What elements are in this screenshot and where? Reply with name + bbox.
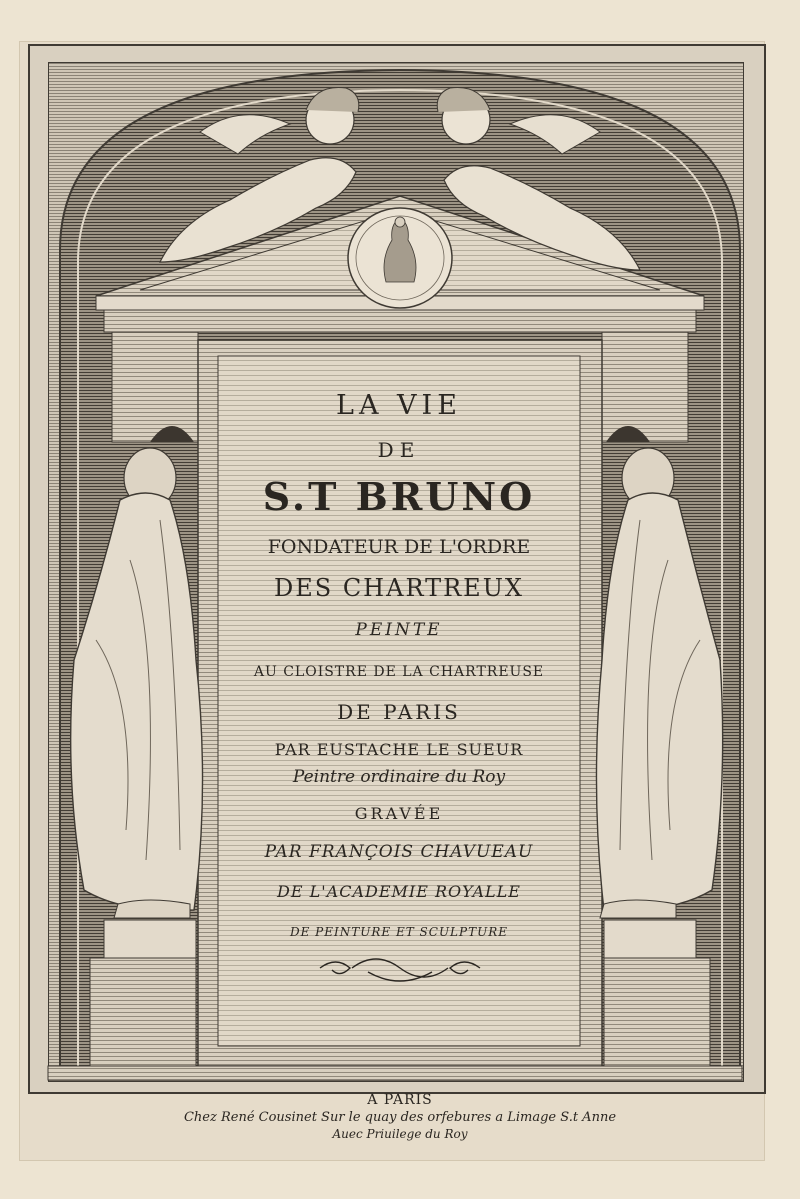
title-line-chartreux: DES CHARTREUX — [273, 574, 524, 602]
imprint-city: A PARIS — [367, 1092, 433, 1108]
academy-subline: DE PEINTURE ET SCULPTURE — [289, 925, 509, 939]
imprint-privilege: Auec Priuilege du Roy — [332, 1127, 468, 1141]
left-pier — [112, 332, 198, 442]
title-line-peinte: PEINTE — [355, 620, 443, 640]
publisher-imprint — [30, 1090, 770, 1141]
title-line-la-vie: LA VIE — [336, 390, 462, 421]
pedestal-right — [604, 920, 710, 1066]
title-line-paris: DE PARIS — [337, 700, 461, 724]
right-pier — [602, 332, 688, 442]
pedestal-left — [90, 920, 196, 1066]
madonna-medallion — [348, 208, 452, 308]
title-line-gravee: GRAVÉE — [354, 804, 444, 823]
title-line-de: DE — [377, 438, 421, 462]
title-saint-name: S.T BRUNO — [262, 474, 536, 519]
title-line-cloistre: AU CLOISTRE DE LA CHARTREUSE — [253, 664, 545, 680]
painter-credit: PAR EUSTACHE LE SUEUR — [274, 740, 524, 759]
engraver-credit: PAR FRANÇOIS CHAVUEAU — [264, 842, 534, 862]
imprint-publisher: Chez René Cousinet Sur le quay des orfebures a Limage S.t Anne — [183, 1110, 617, 1125]
academy-line: DE L'ACADEMIE ROYALLE — [277, 882, 521, 901]
title-line-fondateur: FONDATEUR DE L'ORDRE — [267, 536, 531, 558]
painter-title: Peintre ordinaire du Roy — [292, 767, 506, 787]
